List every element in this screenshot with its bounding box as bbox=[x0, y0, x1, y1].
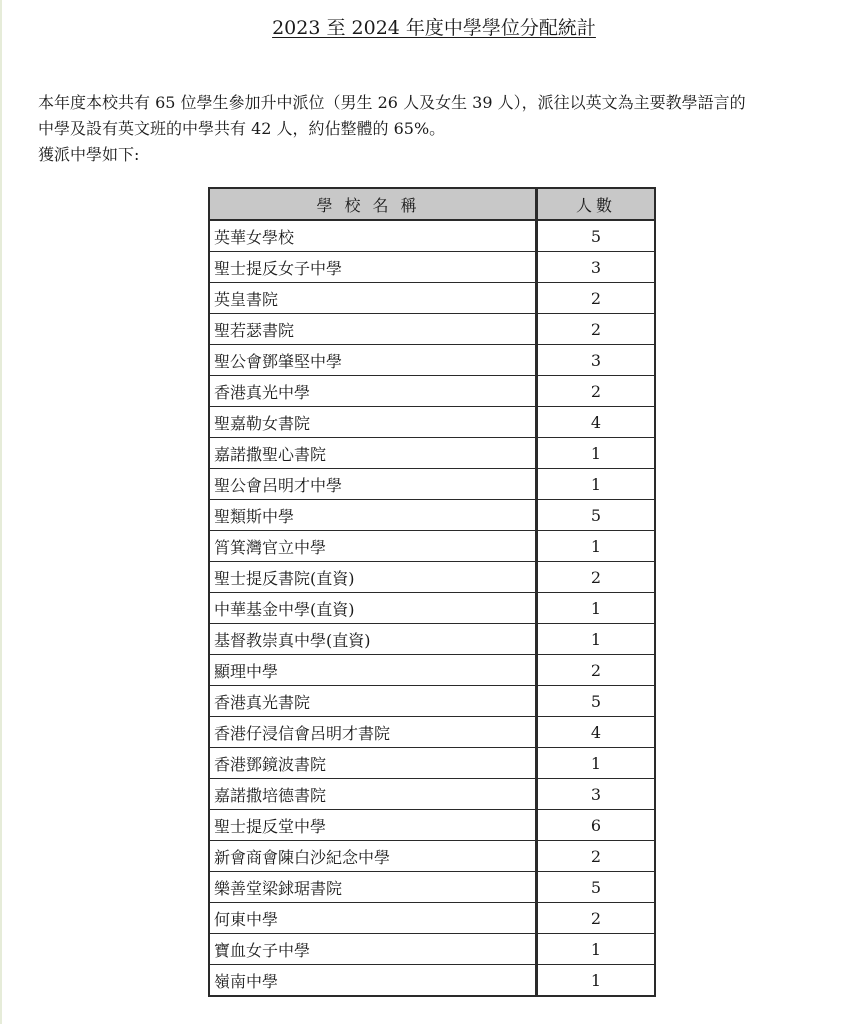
school-name-cell: 基督教崇真中學(直資) bbox=[209, 624, 537, 655]
table-row bbox=[209, 810, 655, 841]
intro-line-2: 中學及設有英文班的中學共有 42 人，約佔整體的 65%。 bbox=[38, 119, 446, 138]
student-count-cell: 2 bbox=[537, 903, 656, 934]
table-row bbox=[209, 686, 655, 717]
school-name-cell: 聖士提反女子中學 bbox=[209, 252, 537, 283]
school-name-cell: 英皇書院 bbox=[209, 283, 537, 314]
page-title-text: 2023 至 2024 年度中學學位分配統計 bbox=[272, 17, 596, 39]
table-row bbox=[209, 624, 655, 655]
table-row bbox=[209, 314, 655, 345]
student-count-cell: 1 bbox=[537, 748, 656, 779]
student-count-cell: 3 bbox=[537, 779, 656, 810]
school-name-cell: 何東中學 bbox=[209, 903, 537, 934]
school-name-cell: 嘉諾撒培德書院 bbox=[209, 779, 537, 810]
intro-line-1: 本年度本校共有 65 位學生參加升中派位（男生 26 人及女生 39 人），派往以英文為主要教學語言的 bbox=[38, 93, 746, 112]
table-body bbox=[209, 220, 655, 996]
table-row bbox=[209, 965, 655, 997]
table-row bbox=[209, 376, 655, 407]
school-name-cell: 樂善堂梁銶琚書院 bbox=[209, 872, 537, 903]
student-count-cell: 3 bbox=[537, 345, 656, 376]
school-name-cell: 聖士提反書院(直資) bbox=[209, 562, 537, 593]
table-row bbox=[209, 500, 655, 531]
header-count: 人數 bbox=[537, 188, 656, 220]
school-name-cell: 香港真光中學 bbox=[209, 376, 537, 407]
school-name-cell: 香港鄧鏡波書院 bbox=[209, 748, 537, 779]
table-row bbox=[209, 283, 655, 314]
student-count-cell: 5 bbox=[537, 872, 656, 903]
table-row bbox=[209, 438, 655, 469]
table-row bbox=[209, 562, 655, 593]
school-name-cell: 聖若瑟書院 bbox=[209, 314, 537, 345]
table-row bbox=[209, 841, 655, 872]
intro-line-3: 獲派中學如下: bbox=[38, 145, 140, 164]
student-count-cell: 3 bbox=[537, 252, 656, 283]
school-name-cell: 寶血女子中學 bbox=[209, 934, 537, 965]
table-row bbox=[209, 655, 655, 686]
school-name-cell: 香港真光書院 bbox=[209, 686, 537, 717]
student-count-cell: 1 bbox=[537, 624, 656, 655]
allocation-table-wrapper bbox=[208, 187, 656, 997]
student-count-cell: 1 bbox=[537, 934, 656, 965]
table-row bbox=[209, 345, 655, 376]
table-row bbox=[209, 903, 655, 934]
student-count-cell: 1 bbox=[537, 469, 656, 500]
student-count-cell: 4 bbox=[537, 407, 656, 438]
school-name-cell: 嘉諾撒聖心書院 bbox=[209, 438, 537, 469]
student-count-cell: 1 bbox=[537, 438, 656, 469]
student-count-cell: 1 bbox=[537, 965, 656, 997]
student-count-cell: 6 bbox=[537, 810, 656, 841]
school-name-cell: 聖類斯中學 bbox=[209, 500, 537, 531]
school-name-cell: 新會商會陳白沙紀念中學 bbox=[209, 841, 537, 872]
header-school-name: 學校名稱 bbox=[209, 188, 537, 220]
school-name-cell: 中華基金中學(直資) bbox=[209, 593, 537, 624]
table-row bbox=[209, 934, 655, 965]
school-name-cell: 英華女學校 bbox=[209, 220, 537, 252]
student-count-cell: 2 bbox=[537, 376, 656, 407]
table-row bbox=[209, 531, 655, 562]
page-edge bbox=[0, 0, 2, 1024]
table-row bbox=[209, 407, 655, 438]
student-count-cell: 1 bbox=[537, 593, 656, 624]
school-name-cell: 筲箕灣官立中學 bbox=[209, 531, 537, 562]
allocation-table bbox=[208, 187, 656, 997]
school-name-cell: 聖公會呂明才中學 bbox=[209, 469, 537, 500]
table-row bbox=[209, 779, 655, 810]
table-row bbox=[209, 717, 655, 748]
student-count-cell: 5 bbox=[537, 220, 656, 252]
intro-paragraph bbox=[38, 90, 838, 168]
student-count-cell: 4 bbox=[537, 717, 656, 748]
table-row bbox=[209, 748, 655, 779]
school-name-cell: 香港仔浸信會呂明才書院 bbox=[209, 717, 537, 748]
student-count-cell: 5 bbox=[537, 686, 656, 717]
school-name-cell: 聖公會鄧肇堅中學 bbox=[209, 345, 537, 376]
student-count-cell: 1 bbox=[537, 531, 656, 562]
table-row bbox=[209, 469, 655, 500]
table-row bbox=[209, 872, 655, 903]
table-row bbox=[209, 593, 655, 624]
table-row bbox=[209, 220, 655, 252]
student-count-cell: 5 bbox=[537, 500, 656, 531]
page-title bbox=[0, 15, 853, 41]
school-name-cell: 聖嘉勒女書院 bbox=[209, 407, 537, 438]
table-row bbox=[209, 252, 655, 283]
student-count-cell: 2 bbox=[537, 283, 656, 314]
student-count-cell: 2 bbox=[537, 314, 656, 345]
school-name-cell: 顯理中學 bbox=[209, 655, 537, 686]
table-header-row bbox=[209, 188, 655, 220]
student-count-cell: 2 bbox=[537, 841, 656, 872]
student-count-cell: 2 bbox=[537, 655, 656, 686]
school-name-cell: 嶺南中學 bbox=[209, 965, 537, 997]
school-name-cell: 聖士提反堂中學 bbox=[209, 810, 537, 841]
student-count-cell: 2 bbox=[537, 562, 656, 593]
